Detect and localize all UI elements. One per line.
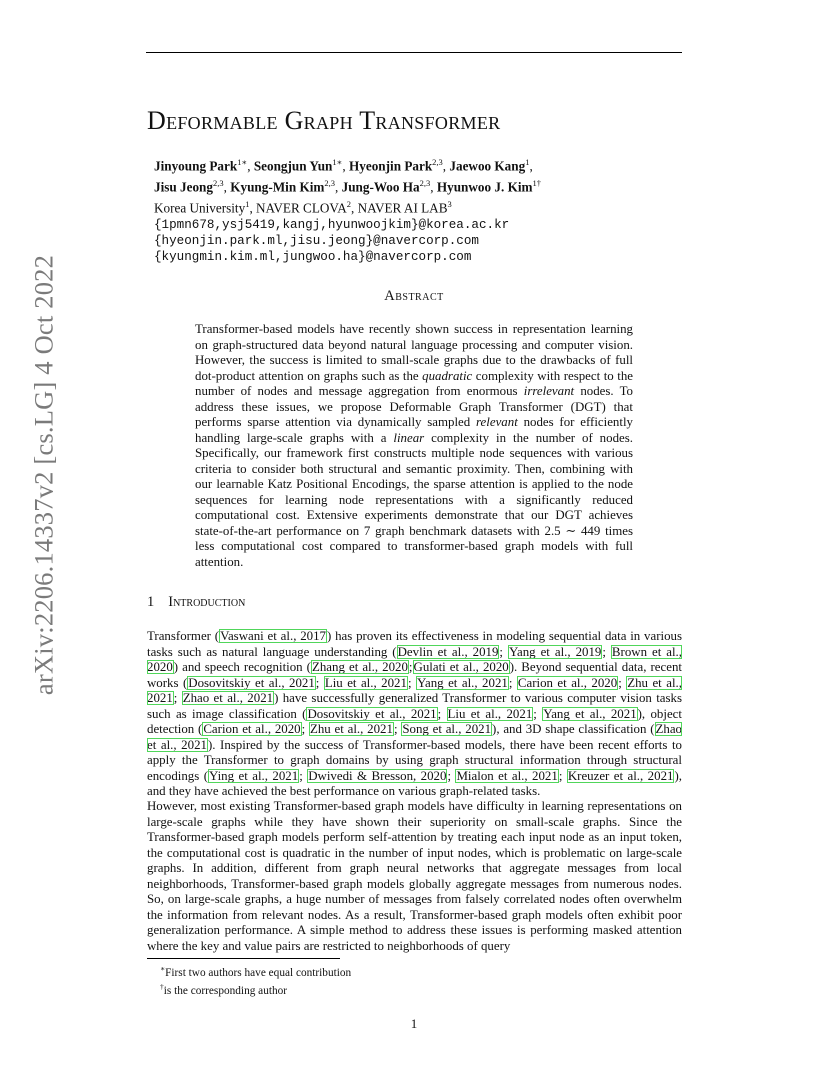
footnote-rule (147, 958, 340, 959)
paper-title: Deformable Graph Transformer (147, 106, 501, 135)
footnote-marker: † (160, 982, 164, 992)
text-segment: ; (299, 768, 308, 783)
footnote-equal-contribution (160, 962, 351, 980)
affiliation-name: NAVER AI LAB (357, 200, 448, 216)
author-name: Hyeonjin Park (349, 158, 433, 174)
author-name: Jisu Jeong (154, 179, 213, 195)
text-segment: ; (618, 675, 627, 690)
text-segment: ; (173, 691, 182, 705)
author-block (154, 154, 541, 265)
author-name: Seongjun Yun (253, 158, 333, 174)
page-number: 1 (410, 1016, 418, 1031)
section-heading-introduction (147, 594, 245, 611)
footnote-marker: ∗ (160, 964, 166, 973)
citation-link[interactable]: Mialon et al., 2021 (456, 768, 558, 783)
text-segment: ) have successfully generalized Transformer to various computer vision tasks such as image classification ( (147, 691, 682, 721)
text-segment: nodes for efficiently handling large-scale graphs with a (195, 415, 633, 445)
text-segment: ; (447, 768, 456, 783)
text-segment: ). Beyond sequential data, recent works ( (147, 660, 682, 690)
text-segment: ), and they have achieved the best performance on various graph-related tasks. (147, 768, 682, 798)
citation-link[interactable]: Devlin et al., 2019 (397, 644, 499, 659)
citation-link[interactable]: Carion et al., 2020 (517, 675, 618, 690)
text-segment: However, most existing Transformer-based graph models have difficulty in learning representations on large-scale graphs while they have shown their superiority on small-scale graphs. Since the Transformer-based graph models perform self-attention by treating each input node as an input token, the computational cost is quadratic in the number of input nodes, which is problematic on large-scale graphs. In addition, different from graph neural networks that aggregate messages from local neighborhoods, Transformer-based graph models globally aggregate messages from numerous nodes. So, on large-scale graphs, a huge number of messages from falsely correlated nodes often overwhelm the information from relevant nodes. As a result, Transformer-based graph models often exhibit poor generalization performance. A simple method to address these issues is performing masked attention where the key and value pairs are restricted to neighborhoods of query (147, 799, 682, 953)
citation-link[interactable]: Zhao et al., 2021 (147, 722, 682, 752)
citation-link[interactable]: Carion et al., 2020 (203, 722, 301, 736)
superscript-marker: 2 (346, 198, 352, 209)
text-segment: ; (533, 706, 543, 721)
text-segment: ) has proven its effectiveness in modeling sequential data in various tasks such as natural language understanding ( (147, 629, 683, 659)
citation-link[interactable]: Zhu et al., 2021 (309, 722, 393, 736)
author-name: Kyung-Min Kim (230, 179, 325, 195)
text-segment: ; (407, 675, 416, 690)
abstract-heading: Abstract (384, 288, 444, 304)
author-name: Jinyoung Park (154, 158, 238, 174)
superscript-marker: 1 (525, 157, 530, 167)
text-segment: ; (408, 660, 413, 674)
text-segment: ; (499, 644, 508, 659)
citation-link[interactable]: Vaswani et al., 2017 (220, 629, 327, 643)
superscript-marker: 2,3 (324, 177, 335, 188)
text-segment: ; (437, 706, 447, 721)
text-segment: Transformer-based models have recently shown success in representation learning on graph-structured data beyond natural language processing and computer vision. However, the success is limited to small-scale graphs due to the drawbacks of full dot-product attention on graphs such as the (195, 322, 633, 383)
text-segment: ), object detection ( (147, 706, 682, 736)
emphasis-text: quadratic (422, 368, 473, 383)
text-segment: ). Inspired by the success of Transformer-based models, there have been recent efforts to apply the Transformer to graph domains by using graph structural information through structural encodings ( (147, 737, 682, 783)
superscript-marker: 1∗ (237, 157, 248, 167)
superscript-marker: 2,3 (213, 177, 224, 188)
author-name: Jaewoo Kang (449, 158, 526, 174)
citation-link[interactable]: Liu et al., 2021 (447, 706, 533, 721)
text-segment: ; (393, 722, 402, 736)
citation-link[interactable]: Zhang et al., 2020 (311, 660, 408, 674)
footnotes (160, 962, 351, 999)
citation-link[interactable]: Yang et al., 2021 (417, 675, 508, 690)
footnote-text: First two authors have equal contribution (165, 966, 352, 979)
author-line-2: Jisu Jeong$^{2,3}$, Kyung-Min Kim$^{2,3}$, Jung-Woo Ha$^{2,3}$, Hyunwoo J. Kim$^{1\dagger}$ (154, 177, 541, 195)
superscript-marker: 3 (447, 198, 452, 209)
citation-link[interactable]: Ying et al., 2021 (209, 768, 299, 783)
citation-link[interactable]: Gulati et al., 2020 (413, 660, 509, 674)
abstract-body (195, 322, 633, 570)
emphasis-text: irrelevant (523, 384, 575, 398)
section-title: Introduction (168, 594, 246, 610)
affiliation-name: Korea University (154, 200, 246, 216)
text-segment: ; (602, 644, 611, 659)
footnote-text: is the corresponding author (163, 985, 288, 998)
header-rule (146, 52, 682, 53)
author-name: Hyunwoo J. Kim (436, 179, 533, 195)
citation-link[interactable]: Liu et al., 2021 (324, 675, 407, 690)
citation-link[interactable]: Yang et al., 2021 (543, 706, 637, 721)
text-segment: ) and speech recognition ( (173, 660, 311, 674)
citation-link[interactable]: Dwivedi & Bresson, 2020 (308, 768, 447, 783)
citation-link[interactable]: Zhao et al., 2021 (182, 691, 274, 705)
email-line[interactable]: {hyeonjin.park.ml,jisu.jeong}@navercorp.com (154, 233, 479, 248)
section-number: 1 (147, 594, 155, 610)
text-segment: complexity in the number of nodes. Specifically, our framework first constructs multiple node sequences with various criteria to consider both structural and semantic proximity. Then, combining with our learnable Katz Positional Encodings, the sparse attention is applied to the node sequences for learning node representations with a significantly reduced computational cost. Extensive experiments demonstrate that our DGT achieves state-of-the-art performance on 7 graph benchmark datasets with 2.5 ∼ 449 times less computational cost compared to transformer-based graph models with full attention. (195, 430, 633, 569)
superscript-marker: 1† (532, 177, 541, 188)
citation-link[interactable]: Brown et al., 2020 (147, 644, 682, 674)
text-segment: ; (508, 675, 517, 690)
email-line[interactable]: {kyungmin.kim.ml,jungwoo.ha}@navercorp.com (154, 249, 472, 264)
author-line-1: Jinyoung Park$^{1∗}$, Seongjun Yun$^{1∗}$, Hyeonjin Park$^{2,3}$, Jaewoo Kang$^1$, (154, 157, 533, 174)
arxiv-identifier[interactable]: arXiv:2206.14337v2 [cs.LG] 4 Oct 2022 (28, 254, 59, 696)
text-segment: ; (315, 675, 324, 690)
citation-link[interactable]: Kreuzer et al., 2021 (567, 768, 674, 783)
affiliation-line: Korea University$^1$, NAVER CLOVA$^2$, NAVER AI LAB$^3$ (154, 198, 452, 216)
superscript-marker: 2,3 (432, 157, 443, 167)
superscript-marker: 1∗ (332, 157, 343, 167)
footnote-corresponding-author (160, 980, 351, 998)
emphasis-text: relevant (476, 415, 518, 429)
email-line[interactable]: {1pmn678,ysj5419,kangj,hyunwoojkim}@korea.ac.kr (154, 217, 510, 232)
citation-link[interactable]: Song et al., 2021 (402, 722, 492, 736)
text-segment: ; (558, 768, 567, 783)
intro-paragraph (147, 799, 682, 954)
superscript-marker: 1 (245, 198, 250, 209)
citation-link[interactable]: Yang et al., 2019 (508, 644, 602, 659)
author-name: Jung-Woo Ha (341, 179, 420, 195)
intro-paragraph (147, 629, 682, 800)
text-segment: ), and 3D shape classification ( (492, 722, 655, 736)
text-segment: Transformer ( (147, 629, 220, 643)
text-segment: nodes. To address these issues, we propose Deformable Graph Transformer (DGT) that performs sparse attention via dynamically sampled (195, 384, 633, 429)
citation-link[interactable]: Dosovitskiy et al., 2021 (307, 706, 437, 721)
citation-link[interactable]: Zhu et al., 2021 (147, 675, 682, 705)
superscript-marker: 2,3 (419, 177, 431, 188)
text-segment: complexity with respect to the number of nodes and message aggregation from enormous (195, 368, 633, 398)
emphasis-text: linear (393, 430, 425, 445)
affiliation-name: NAVER CLOVA (256, 200, 347, 216)
citation-link[interactable]: Dosovitskiy et al., 2021 (188, 675, 315, 690)
text-segment: ; (301, 722, 309, 736)
